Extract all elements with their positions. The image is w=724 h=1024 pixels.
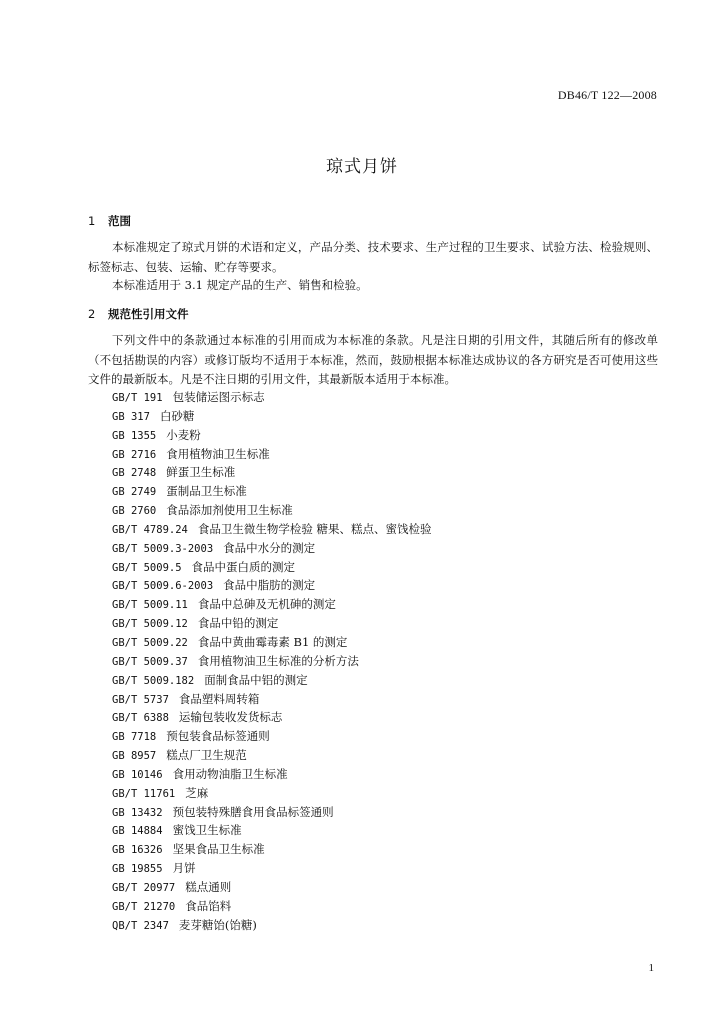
reference-code: GB 16326 (112, 844, 163, 857)
reference-title: 坚果食品卫生标准 (172, 842, 265, 857)
reference-title: 糕点通则 (185, 879, 232, 894)
reference-code: GB/T 5009.6-2003 (112, 580, 214, 593)
reference-code: GB/T 191 (112, 392, 163, 404)
reference-code: GB/T 21270 (112, 900, 176, 913)
reference-code: GB 2748 (112, 467, 157, 480)
reference-item (112, 746, 432, 765)
reference-code: GB/T 11761 (112, 787, 176, 800)
reference-item (112, 407, 432, 426)
reference-code: GB/T 20977 (112, 881, 176, 894)
reference-title: 食品中总砷及无机砷的测定 (197, 597, 336, 612)
reference-title: 白砂糖 (159, 408, 195, 423)
reference-title: 小麦粉 (166, 427, 201, 442)
reference-code: GB/T 6388 (112, 712, 169, 725)
reference-code: GB/T 5009.3-2003 (112, 542, 214, 555)
reference-item (112, 463, 432, 482)
reference-item (112, 426, 432, 445)
reference-title: 预包装特殊膳食用食品标签通则 (172, 804, 334, 819)
reference-item (112, 671, 432, 690)
reference-item (112, 765, 432, 784)
reference-title: 食用植物油卫生标准 (166, 446, 270, 461)
reference-title: 面制食品中铝的测定 (204, 672, 308, 687)
section-2-paragraph-1: 下列文件中的条款通过本标准的引用而成为本标准的条款。凡是注日期的引用文件，其随后所有的修改单（不包括勘误的内容）或修订版均不适用于本标准，然而，鼓励根据本标准达成协议的各方研究是否可使用这些文件的最新版本。凡是不注日期的引用文件，其最新版本适用于本标准。 (88, 333, 658, 386)
reference-title: 食品中黄曲霉毒素 B1 的测定 (197, 634, 348, 649)
reference-title: 包装储运图示标志 (172, 390, 265, 404)
reference-code: GB 2749 (112, 486, 157, 499)
reference-code: GB/T 5737 (112, 693, 169, 706)
reference-title: 食用动物油脂卫生标准 (172, 766, 288, 781)
reference-item (112, 727, 432, 746)
reference-code: GB 8957 (112, 750, 157, 763)
reference-code: GB 2760 (112, 505, 157, 518)
reference-code: GB 2716 (112, 448, 157, 461)
reference-item (112, 652, 432, 671)
reference-item (112, 614, 432, 633)
reference-code: GB/T 5009.12 (112, 618, 188, 631)
section-1-title: 范围 (108, 214, 131, 228)
reference-title: 蜜饯卫生标准 (172, 823, 242, 838)
reference-code: GB/T 5009.5 (112, 561, 182, 574)
reference-code: GB 10146 (112, 768, 163, 781)
reference-title: 糕点厂卫生规范 (166, 748, 247, 763)
reference-item (112, 520, 432, 539)
reference-code: GB 19855 (112, 863, 163, 876)
reference-item (112, 633, 432, 652)
reference-item (112, 859, 432, 878)
reference-item (112, 595, 432, 614)
page-number: 1 (648, 962, 654, 974)
reference-item (112, 821, 432, 840)
reference-item (112, 803, 432, 822)
document-title: 琼式月饼 (326, 157, 398, 177)
reference-code: GB 1355 (112, 429, 157, 442)
reference-title: 食品添加剂使用卫生标准 (166, 503, 293, 518)
reference-code: GB 317 (112, 410, 150, 423)
reference-title: 预包装食品标签通则 (166, 729, 270, 744)
reference-item (112, 878, 432, 897)
reference-title: 食品中蛋白质的测定 (191, 559, 296, 574)
reference-title: 麦芽糖饴(饴糖) (178, 917, 257, 932)
reference-code: QB/T 2347 (112, 919, 169, 932)
reference-item (112, 539, 432, 558)
reference-code: GB/T 4789.24 (112, 523, 188, 536)
reference-item (112, 576, 432, 595)
reference-title: 食用植物油卫生标准的分析方法 (197, 653, 359, 668)
reference-item (112, 501, 432, 520)
reference-item (112, 784, 432, 803)
section-1-paragraph-1: 本标准规定了琼式月饼的术语和定义，产品分类、技术要求、生产过程的卫生要求、试验方法、检验规则、标签标志、包装、运输、贮存等要求。 (88, 240, 658, 274)
reference-code: GB/T 5009.22 (112, 636, 188, 649)
reference-code: GB 13432 (112, 806, 163, 819)
section-1-paragraph-2: 本标准适用于 3.1 规定产品的生产、销售和检验。 (112, 278, 368, 292)
reference-item (112, 708, 432, 727)
standard-code: DB46/T 122—2008 (557, 88, 657, 102)
reference-item (112, 558, 432, 577)
reference-code: GB 7718 (112, 731, 157, 744)
reference-title: 月饼 (172, 861, 196, 876)
normative-references-list (112, 388, 432, 934)
reference-code: GB/T 5009.182 (112, 674, 195, 687)
reference-title: 食品中脂肪的测定 (223, 578, 316, 593)
section-1-number: 1 (88, 214, 96, 228)
section-2-heading (88, 306, 189, 322)
reference-item (112, 916, 432, 935)
reference-title: 食品塑料周转箱 (178, 691, 260, 706)
reference-title: 食品馅料 (185, 898, 232, 913)
reference-code: GB 14884 (112, 825, 163, 838)
reference-title: 鲜蛋卫生标准 (166, 465, 236, 480)
section-2-number: 2 (88, 307, 96, 321)
section-2-title: 规范性引用文件 (108, 307, 189, 321)
section-1-heading (88, 213, 131, 229)
reference-item (112, 482, 432, 501)
reference-title: 食品卫生微生物学检验 糖果、糕点、蜜饯检验 (197, 521, 432, 536)
reference-code: GB/T 5009.11 (112, 599, 188, 612)
reference-item (112, 388, 432, 407)
reference-title: 芝麻 (185, 785, 209, 800)
reference-item (112, 445, 432, 464)
reference-title: 蛋制品卫生标准 (166, 484, 247, 499)
reference-title: 食品中水分的测定 (223, 540, 316, 555)
reference-code: GB/T 5009.37 (112, 655, 188, 668)
reference-title: 运输包装收发货标志 (178, 710, 283, 725)
reference-item (112, 897, 432, 916)
reference-item (112, 690, 432, 709)
reference-title: 食品中铅的测定 (197, 616, 279, 631)
reference-item (112, 840, 432, 859)
